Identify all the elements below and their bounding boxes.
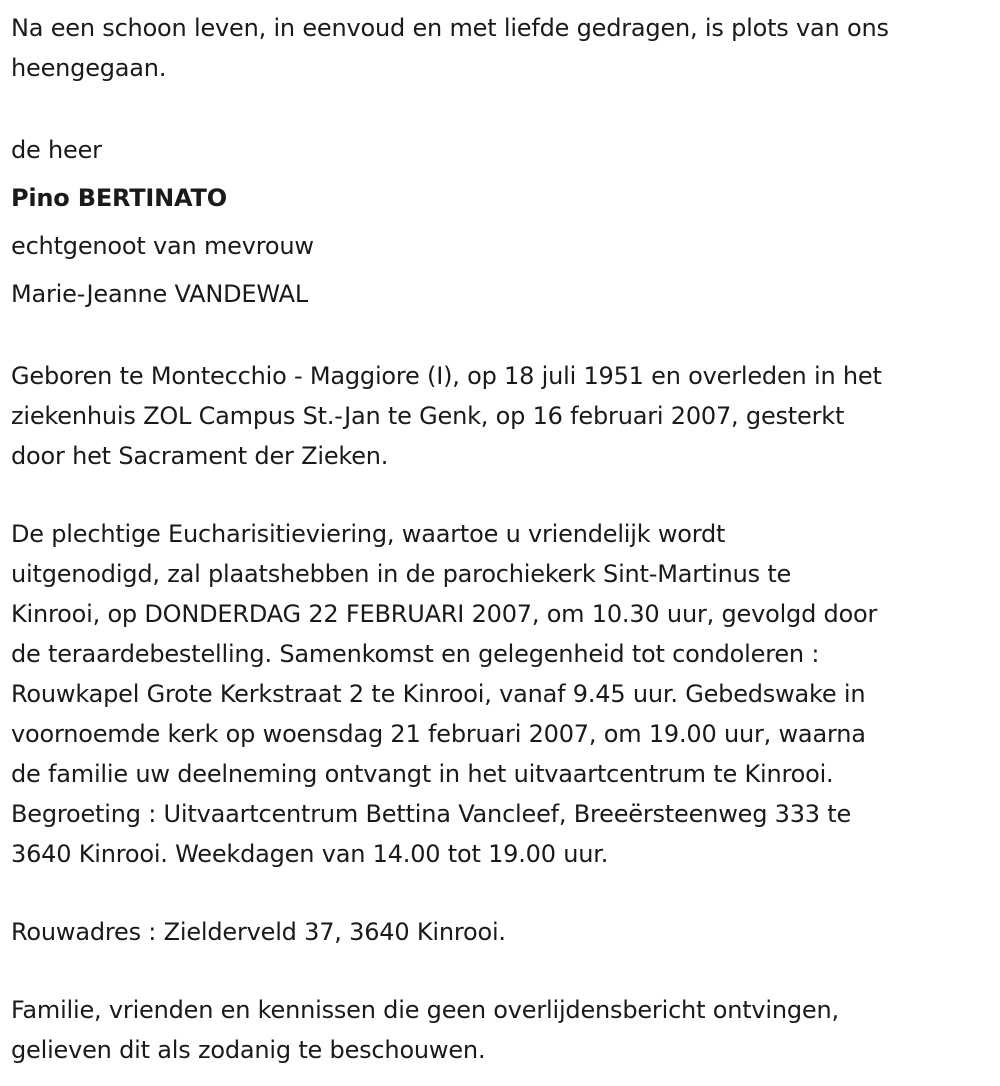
closing-paragraph: [11, 990, 996, 1070]
address-paragraph: [11, 912, 996, 952]
text-line: Kinrooi, op DONDERDAG 22 FEBRUARI 2007, om 10.30 uur, gevolgd door: [11, 600, 878, 628]
obituary-notice: [11, 8, 996, 1070]
paragraph-gap: [11, 874, 996, 912]
text-line: gelieven dit als zodanig te beschouwen.: [11, 1036, 486, 1064]
text-line: Geboren te Montecchio - Maggiore (I), op 18 juli 1951 en overleden in het: [11, 362, 882, 390]
text-line: uitgenodigd, zal plaatshebben in de parochiekerk Sint-Martinus te: [11, 560, 792, 588]
text-line: Na een schoon leven, in eenvoud en met liefde gedragen, is plots van ons: [11, 14, 889, 42]
paragraph-gap: [11, 476, 996, 514]
text-line: Begroeting : Uitvaartcentrum Bettina Vancleef, Breeërsteenweg 333 te: [11, 800, 852, 828]
text-line: Familie, vrienden en kennissen die geen overlijdensbericht ontvingen,: [11, 996, 839, 1024]
paragraph-gap: [11, 88, 996, 126]
text-line: 3640 Kinrooi. Weekdagen van 14.00 tot 19.00 uur.: [11, 840, 609, 868]
paragraph-gap: [11, 318, 996, 356]
text-line: Rouwkapel Grote Kerkstraat 2 te Kinrooi, vanaf 9.45 uur. Gebedswake in: [11, 680, 866, 708]
birth-death-paragraph: [11, 356, 996, 476]
deceased-block: [11, 126, 996, 318]
text-line: voornoemde kerk op woensdag 21 februari 2007, om 19.00 uur, waarna: [11, 720, 866, 748]
paragraph-gap: [11, 952, 996, 990]
deceased-name: Pino BERTINATO: [11, 184, 227, 212]
text-line: heengegaan.: [11, 54, 167, 82]
text-line: de familie uw deelneming ontvangt in het uitvaartcentrum te Kinrooi.: [11, 760, 834, 788]
intro-paragraph: [11, 8, 996, 88]
text-line: De plechtige Eucharisitieviering, waartoe u vriendelijk wordt: [11, 520, 726, 548]
mourning-address: Rouwadres : Zielderveld 37, 3640 Kinrooi.: [11, 918, 506, 946]
spouse-intro: echtgenoot van mevrouw: [11, 232, 314, 260]
text-line: ziekenhuis ZOL Campus St.-Jan te Genk, op 16 februari 2007, gesterkt: [11, 402, 845, 430]
text-line: de teraardebestelling. Samenkomst en gelegenheid tot condoleren :: [11, 640, 820, 668]
spouse-name: Marie-Jeanne VANDEWAL: [11, 280, 308, 308]
ceremony-paragraph: [11, 514, 996, 874]
salutation: de heer: [11, 136, 102, 164]
text-line: door het Sacrament der Zieken.: [11, 442, 389, 470]
